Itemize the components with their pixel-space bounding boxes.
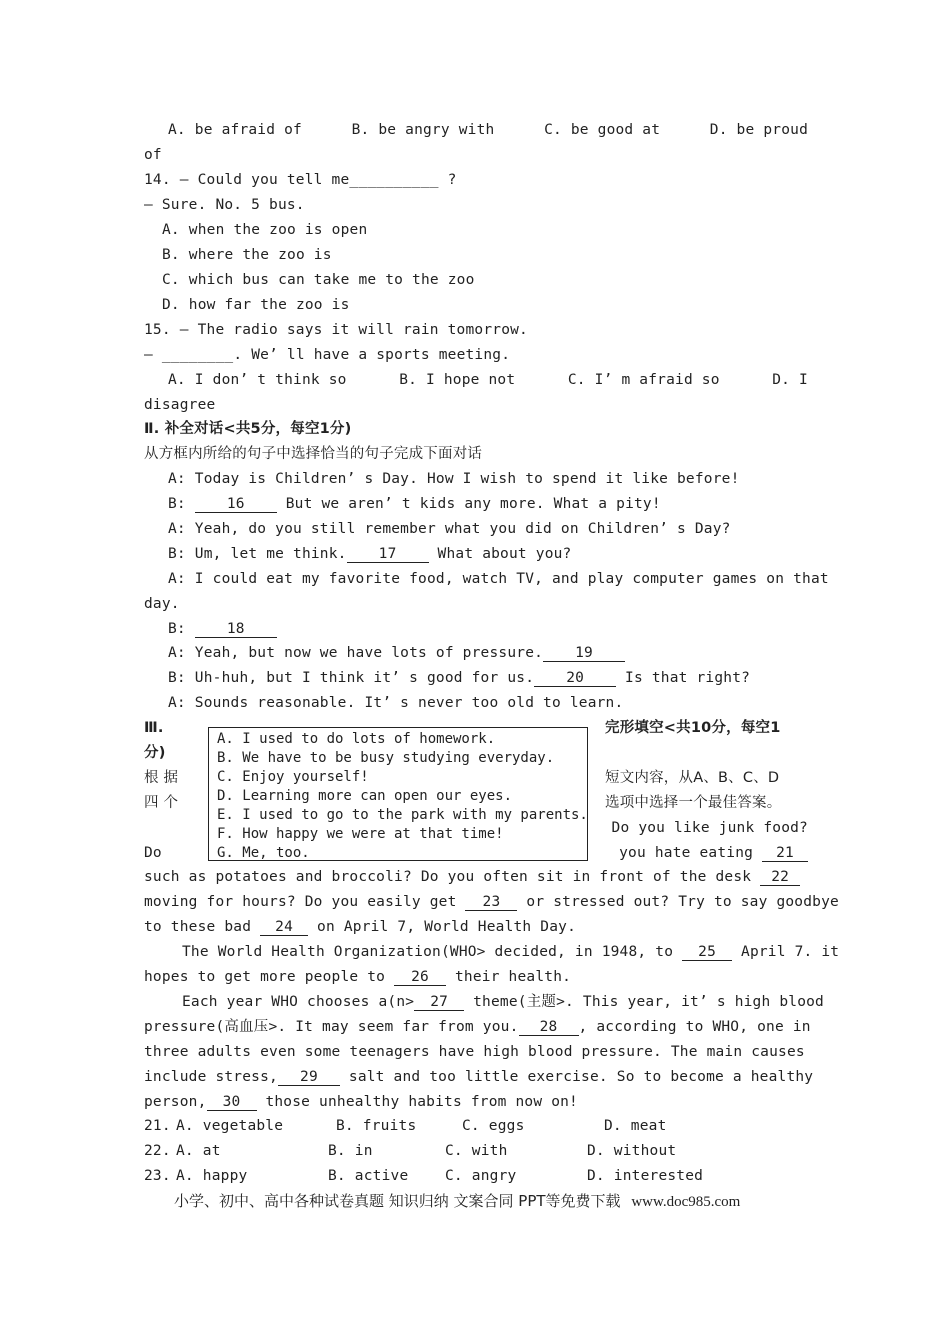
passage-text-3: such as potatoes and broccoli? Do you often sit in front of the desk [144, 869, 752, 885]
dialog-line-1: A: Today is Children’ s Day. How I wish to spend it like before! [168, 471, 740, 487]
passage-text-9b: , according to WHO, one in [578, 1019, 811, 1035]
passage-text-11: include stress, [144, 1069, 278, 1085]
q15-options [168, 371, 808, 389]
passage-line-3 [144, 868, 808, 886]
q15-option-b: B. I hope not [399, 372, 516, 388]
passage-line-7 [144, 968, 808, 986]
q13-option-d: D. be proud [709, 122, 808, 138]
q14-option-c: C. which bus can take me to the zoo [162, 272, 475, 288]
footer-text: 小学、初中、高中各种试卷真题 知识归纳 文案合同 PPT等免费下载 [174, 1192, 621, 1210]
dialog-line-9: A: Sounds reasonable. It’ s never too old to learn. [168, 695, 624, 711]
passage-line-12 [144, 1093, 808, 1111]
box-option-f: F. How happy we were at that time! [217, 826, 504, 842]
answer-22-a: A. at [176, 1143, 221, 1159]
section3-title: 完形填空<共10分，每空1 [605, 720, 781, 736]
blank-17: 17 [347, 546, 429, 563]
passage-text-12: person, [144, 1094, 207, 1110]
answer-22-b: B. in [328, 1143, 373, 1159]
passage-line-11 [144, 1068, 814, 1086]
answer-23-d: D. interested [587, 1168, 704, 1184]
blank-24: 24 [260, 919, 308, 936]
blank-25: 25 [682, 944, 732, 961]
dialog-line-5: A: I could eat my favorite food, watch TV, and play computer games on that [168, 571, 829, 587]
passage-line-6 [182, 943, 840, 961]
passage-text-7: hopes to get more people to [144, 969, 386, 985]
dialog-text-4b: What about you? [428, 546, 572, 562]
passage-text-5: to these bad [144, 919, 252, 935]
passage-text-12b: those unhealthy habits from now on! [256, 1094, 578, 1110]
passage-text-11b: salt and too little exercise. So to become a healthy [339, 1069, 814, 1085]
answer-num-22: 22. [144, 1143, 171, 1159]
answer-21-d: D. meat [604, 1118, 667, 1134]
q14-reply: – Sure. No. 5 bus. [144, 197, 305, 213]
passage-text-9: pressure(高血压>. It may seem far from you. [144, 1019, 519, 1035]
section3-instr-right: 短文内容，从A、B、C、D [605, 770, 780, 786]
blank-26: 26 [394, 969, 446, 986]
section3-num: Ⅲ. [144, 720, 164, 736]
page-footer [174, 1191, 740, 1212]
dialog-line-7 [168, 644, 808, 662]
passage-text-5b: on April 7, World Health Day. [308, 919, 577, 935]
answer-23-a: A. happy [176, 1168, 248, 1184]
q15-reply-text: . We’ ll have a sports meeting. [233, 347, 511, 363]
answer-21-a: A. vegetable [176, 1118, 284, 1134]
box-option-c: C. Enjoy yourself! [217, 769, 369, 785]
speaker-b2: B: [168, 621, 186, 637]
answer-num-23: 23. [144, 1168, 171, 1184]
passage-line-2 [605, 844, 808, 862]
q14-option-b: B. where the zoo is [162, 247, 332, 263]
passage-line-5 [144, 918, 808, 936]
box-option-a: A. I used to do lots of homework. [217, 731, 496, 747]
passage-line-9 [144, 1018, 811, 1036]
passage-line-8 [182, 993, 824, 1011]
options-box [208, 727, 588, 861]
q15-question: 15. – The radio says it will rain tomorrow. [144, 322, 528, 338]
blank-27: 27 [414, 994, 464, 1011]
passage-line-1: Do you like junk food? [611, 820, 808, 836]
q15-option-c: C. I’ m afraid so [567, 372, 720, 388]
blank-23: 23 [465, 894, 517, 911]
answer-23-b: B. active [328, 1168, 409, 1184]
section2-instruction: 从方框内所给的句子中选择恰当的句子完成下面对话 [144, 446, 483, 462]
answer-21-b: B. fruits [336, 1118, 417, 1134]
q13-option-c: C. be good at [544, 122, 661, 138]
dialog-line-4 [168, 545, 808, 563]
q15-reply-dash: – [144, 347, 162, 363]
blank-22: 22 [760, 869, 800, 886]
blank-20: 20 [534, 670, 616, 687]
answer-22-c: C. with [445, 1143, 508, 1159]
blank-29: 29 [278, 1069, 340, 1086]
section3-instr-left: 根 据 [144, 770, 179, 786]
q13-option-b: B. be angry with [351, 122, 495, 138]
dialog-line-3: A: Yeah, do you still remember what you did on Children’ s Day? [168, 521, 731, 537]
blank-21: 21 [762, 845, 808, 862]
section2-title: Ⅱ. 补全对话<共5分，每空1分) [144, 421, 352, 437]
passage-text-4b: or stressed out? Try to say goodbye [517, 894, 839, 910]
passage-text-7b: their health. [446, 969, 572, 985]
blank-18: 18 [195, 621, 277, 638]
dialog-line-5-wrap: day. [144, 596, 180, 612]
q13-option-a: A. be afraid of [168, 122, 302, 138]
q13-wrap: of [144, 147, 162, 163]
blank-30: 30 [207, 1094, 257, 1111]
answer-23-c: C. angry [445, 1168, 517, 1184]
passage-line-4 [144, 893, 839, 911]
box-option-b: B. We have to be busy studying everyday. [217, 750, 555, 766]
q13-options [168, 121, 808, 139]
section3-instr-left2: 四 个 [144, 795, 179, 811]
q15-reply [144, 346, 808, 364]
answer-22-d: D. without [587, 1143, 677, 1159]
q14-option-d: D. how far the zoo is [162, 297, 350, 313]
passage-text-6b: April 7. it [732, 944, 840, 960]
box-option-d: D. Learning more can open our eyes. [217, 788, 513, 804]
passage-text-2: you hate eating [619, 845, 754, 861]
answer-21-c: C. eggs [462, 1118, 525, 1134]
passage-text-8b: theme(主题>. This year, it’ s high blood [464, 994, 824, 1010]
footer-url[interactable]: www.doc985.com [631, 1194, 741, 1210]
box-option-e: E. I used to go to the park with my parents. [217, 807, 588, 823]
passage-line-10: three adults even some teenagers have high blood pressure. The main causes [144, 1044, 805, 1060]
section3-title-cont: 分) [144, 745, 166, 761]
answer-num-21: 21. [144, 1118, 171, 1134]
passage-text-6: The World Health Organization(WHO> decided, in 1948, to [182, 944, 674, 960]
dialog-line-2 [168, 495, 808, 513]
dialog-text-4: B: Um, let me think. [168, 546, 347, 562]
blank-16: 16 [195, 496, 277, 513]
speaker-b: B: [168, 496, 186, 512]
q15-wrap: disagree [144, 397, 216, 413]
dialog-text-2: But we aren’ t kids any more. What a pity! [276, 496, 661, 512]
blank-28: 28 [519, 1019, 579, 1036]
dialog-text-8: B: Uh-huh, but I think it’ s good for us. [168, 670, 535, 686]
q14-question: 14. – Could you tell me__________ ? [144, 172, 457, 188]
dialog-line-6 [168, 620, 808, 638]
section3-instr-right2: 选项中选择一个最佳答案。 [605, 795, 782, 811]
q15-option-a: A. I don’ t think so [168, 372, 347, 388]
dialog-line-8 [168, 669, 808, 687]
passage-text-8: Each year WHO chooses a(n> [182, 994, 415, 1010]
dialog-text-8b: Is that right? [616, 670, 751, 686]
q15-option-d: D. I [772, 372, 808, 388]
q14-option-a: A. when the zoo is open [162, 222, 368, 238]
box-option-g: G. Me, too. [217, 845, 310, 861]
blank-19: 19 [543, 645, 625, 662]
passage-text-4: moving for hours? Do you easily get [144, 894, 457, 910]
q15-blank: ________ [161, 347, 234, 363]
dialog-text-7: A: Yeah, but now we have lots of pressure. [168, 645, 544, 661]
passage-do: Do [144, 845, 162, 861]
